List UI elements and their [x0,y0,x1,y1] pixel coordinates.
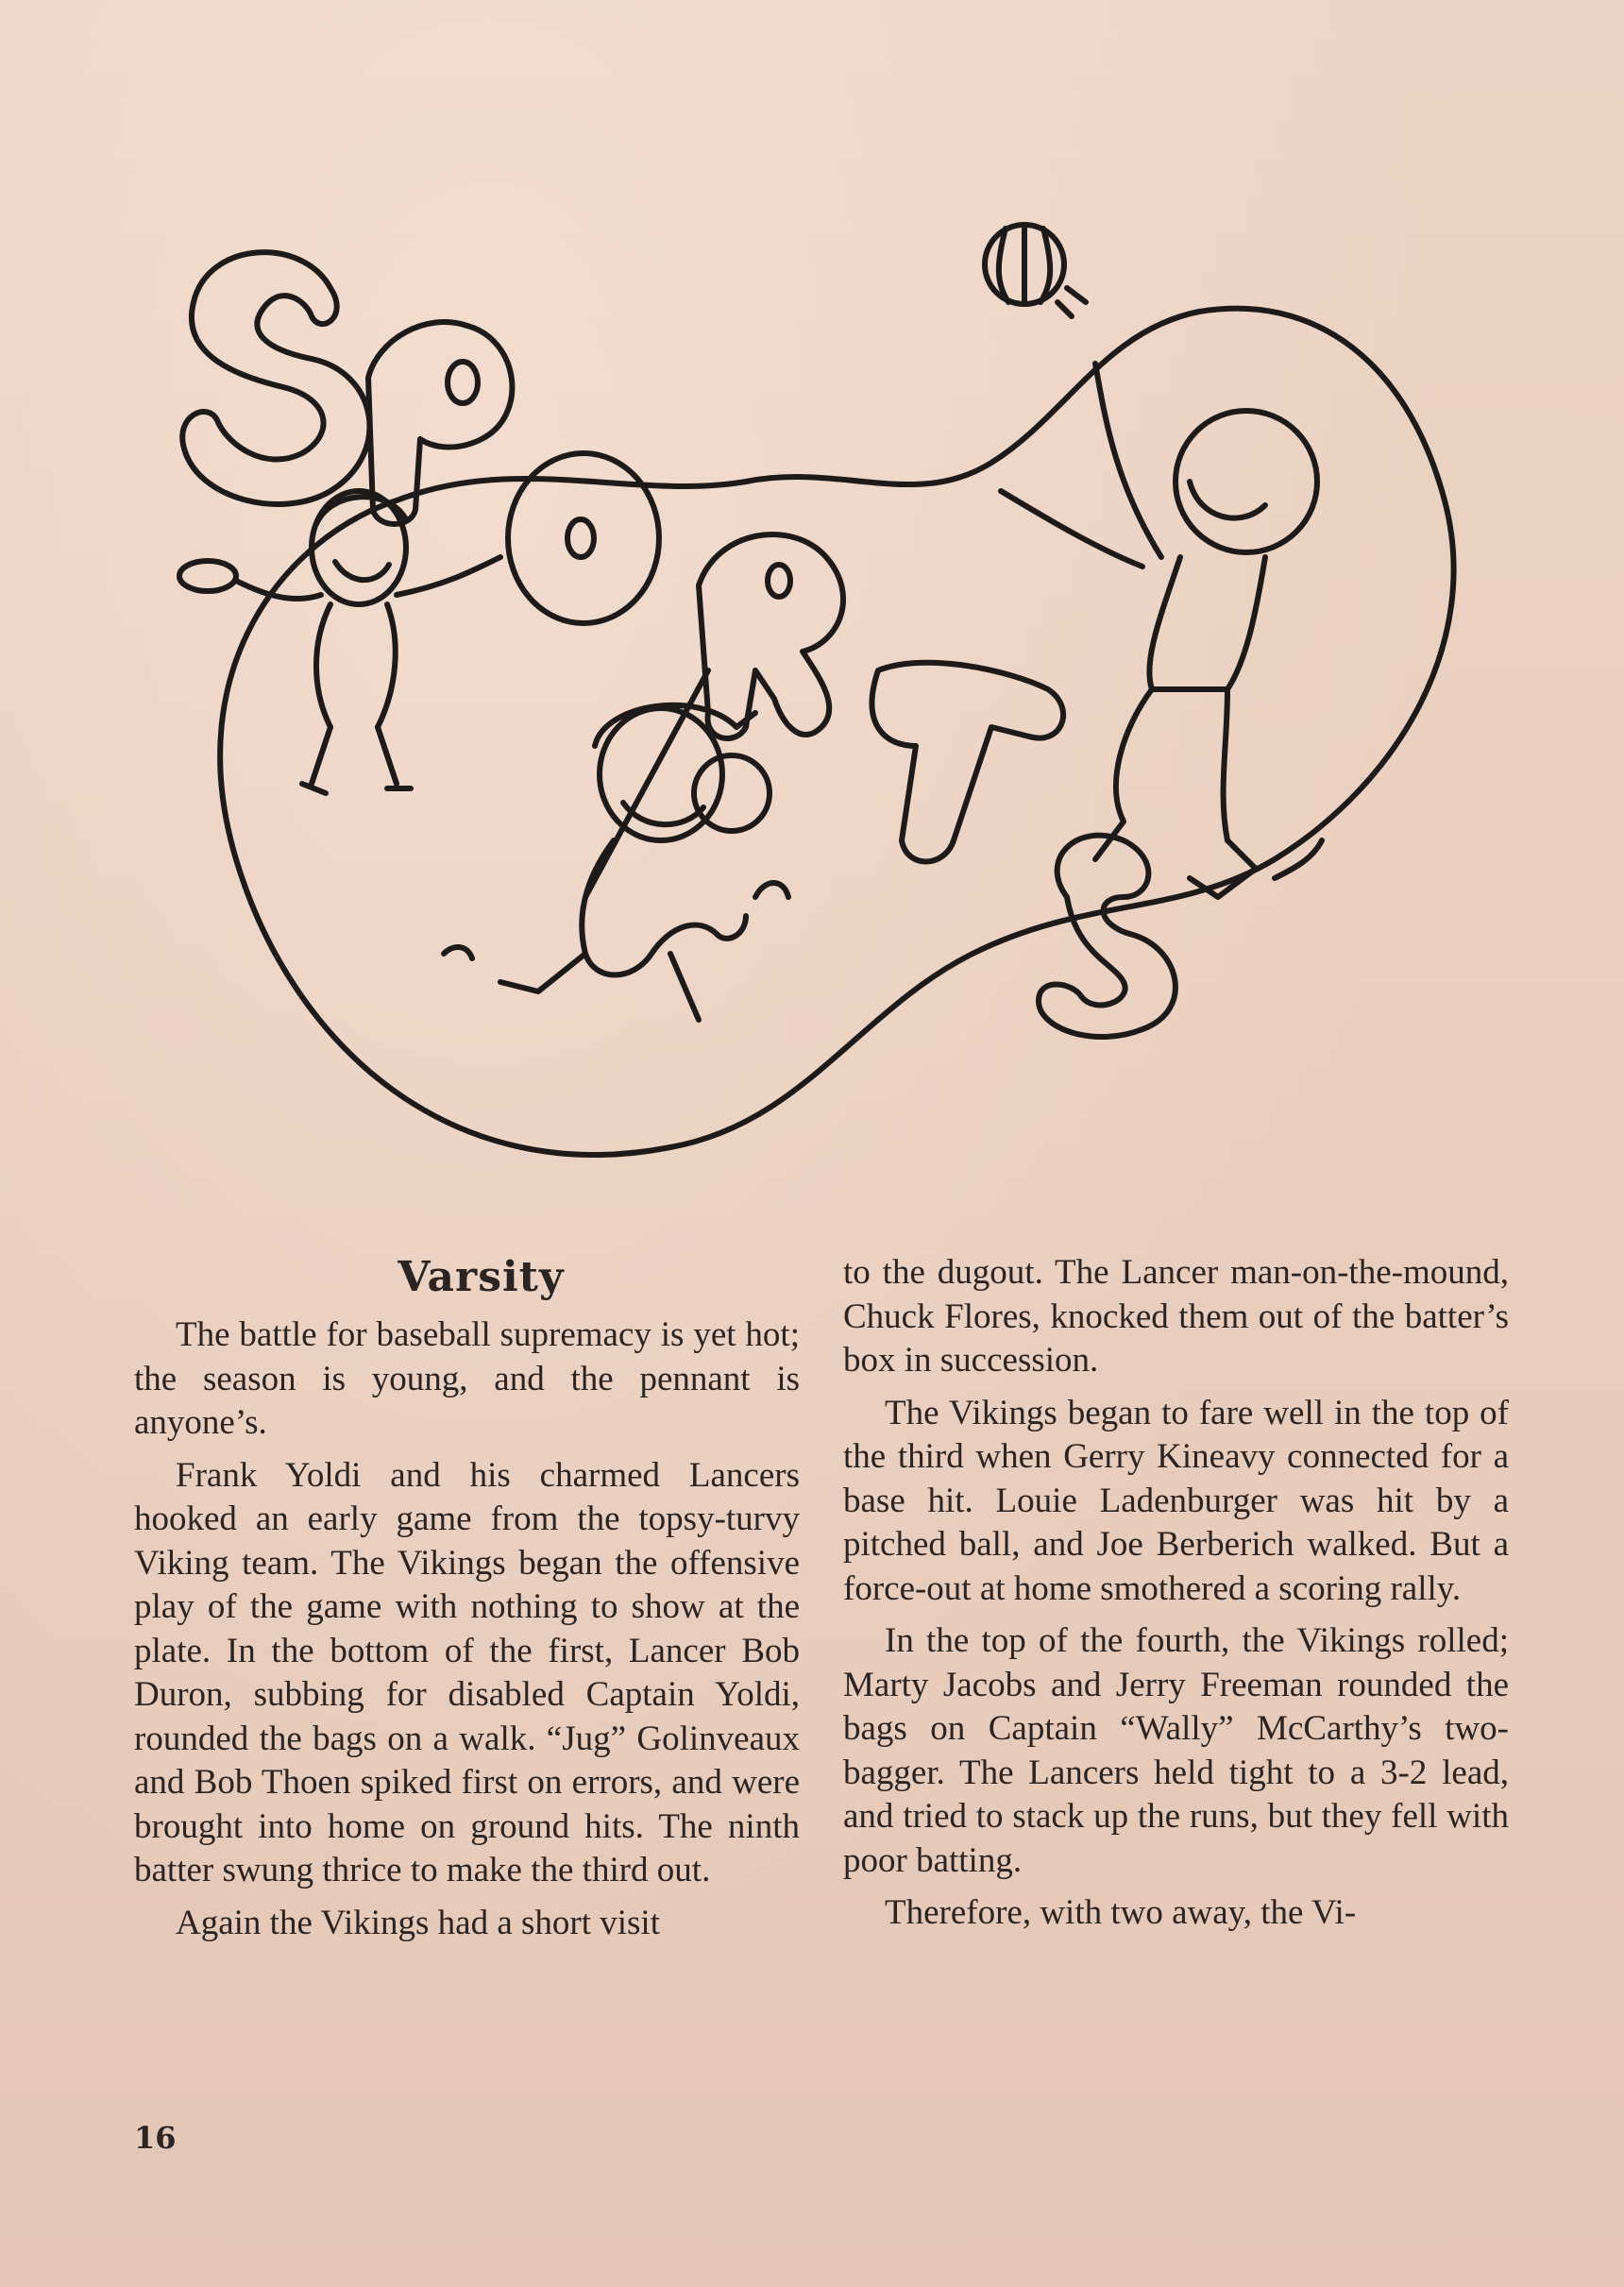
letter-o-hole [567,519,594,557]
paragraph: The battle for baseball supremacy is yet hot; the season is young, and the pennant is anyone’s. [134,1315,800,1442]
paragraph: Therefore, with two away, the Vi- [885,1893,1357,1932]
paragraph: In the top of the fourth, the Vikings rolled; Marty Jacobs and Jerry Freeman rounded the bags on Captain “Wally” McCarthy’s two-bagger. The Lancers held tight to a 3-2 lead, and tried to stack up the runs, but they fell with poor batting. [843,1621,1509,1880]
letter-r-hole [768,565,790,597]
letter-p-shape [368,322,512,524]
left-column [134,1251,800,1954]
page-number: 16 [134,2120,177,2156]
basketball-player-head [1176,411,1317,552]
letter-s2-shape [1039,836,1176,1037]
letter-s-shape [182,252,369,504]
sports-illustration [142,198,1511,1237]
article-heading: Varsity [398,1253,565,1301]
paragraph: Again the Vikings had a short visit [176,1903,660,1942]
blob-outline [220,309,1453,1155]
letter-p-hole [448,362,478,403]
right-column [843,1251,1509,1944]
paragraph: to the dugout. The Lancer man-on-the-mound, Chuck Flores, knocked them out of the batter’s box in succession. [843,1253,1509,1380]
paragraph: Frank Yoldi and his charmed Lancers hooked an early game from the topsy-turvy Viking team. The Vikings began the offensive play of the game with nothing to show at the plate. In the bottom of the first, Lancer Bob Duron, subbing for disabled Captain Yoldi, rounded the bags on a walk. “Jug” Golinveaux and Bob Thoen spiked first on errors, and were brought into home on ground hits. The ninth batter swung thrice to make the third out. [134,1455,800,1889]
sports-cartoon-svg [142,198,1511,1237]
letter-t-shape [872,663,1064,862]
paragraph: The Vikings began to fare well in the top of the third when Gerry Kineavy connected for a base hit. Louie Ladenburger was hit by a pitched ball, and Joe Berberich walked. But a force-out at home smothered a scoring rally. [843,1393,1509,1608]
